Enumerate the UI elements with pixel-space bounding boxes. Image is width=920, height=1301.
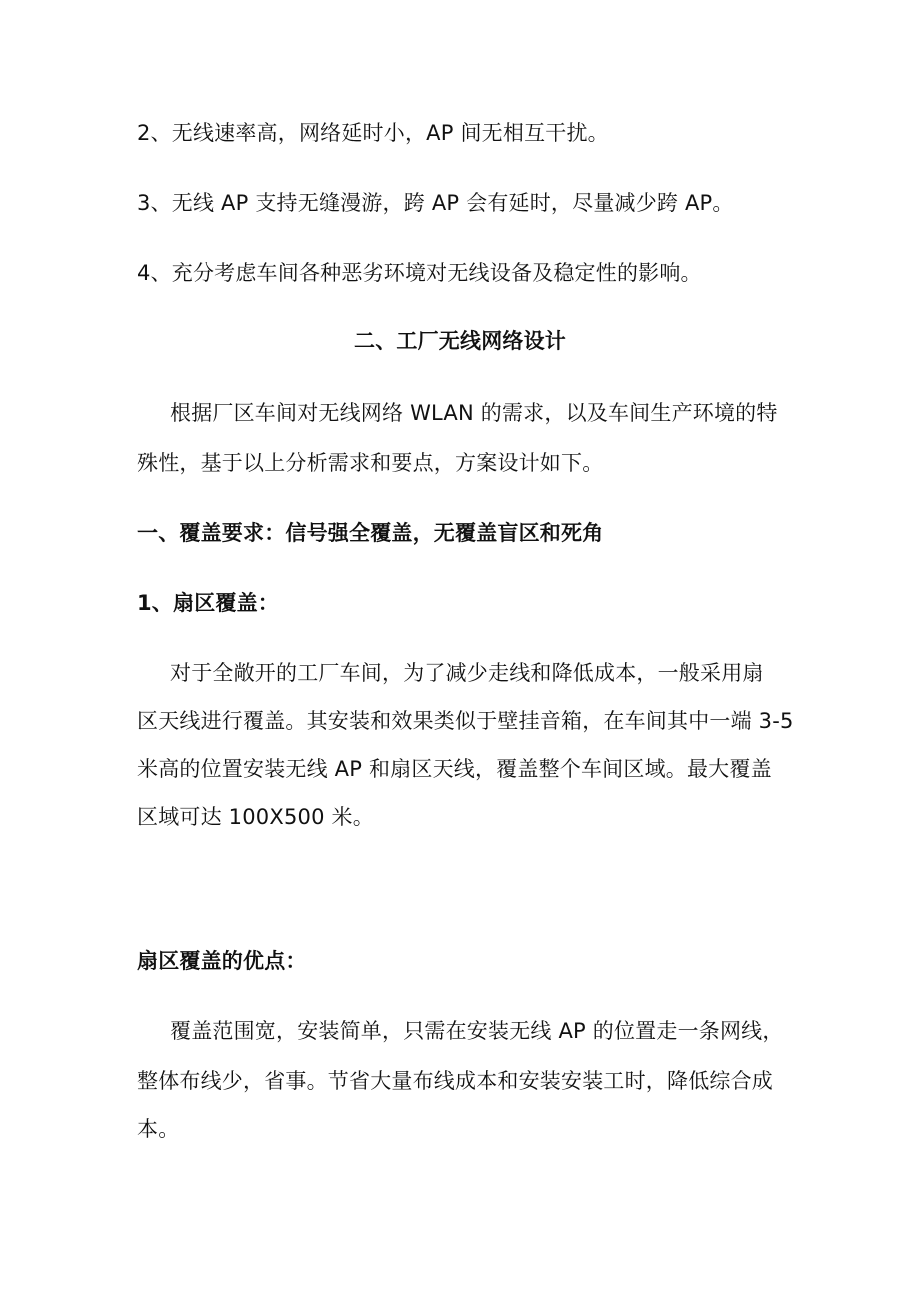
advantages-paragraph-line-1: 覆盖范围宽，安装简单，只需在安装无线 AP 的位置走一条网线， (170, 1019, 784, 1043)
advantages-paragraph-line-3: 本。 (137, 1117, 180, 1141)
intro-paragraph-line-1: 根据厂区车间对无线网络 WLAN 的需求，以及车间生产环境的特 (170, 401, 778, 425)
list-item-4: 4、充分考虑车间各种恶劣环境对无线设备及稳定性的影响。 (137, 261, 702, 285)
sector-paragraph-line-4: 区域可达 100X500 米。 (137, 805, 374, 829)
section-heading: 二、工厂无线网络设计 (354, 329, 566, 353)
advantages-heading: 扇区覆盖的优点： (137, 949, 307, 973)
list-item-2: 2、无线速率高，网络延时小，AP 间无相互干扰。 (137, 121, 609, 145)
sector-coverage-heading: 1、扇区覆盖： (137, 591, 280, 615)
sector-paragraph-line-3: 米高的位置安装无线 AP 和扇区天线，覆盖整个车间区域。最大覆盖 (137, 757, 772, 781)
intro-paragraph-line-2: 殊性，基于以上分析需求和要点，方案设计如下。 (137, 451, 604, 475)
sector-paragraph-line-2: 区天线进行覆盖。其安装和效果类似于壁挂音箱，在车间其中一端 3-5 (137, 709, 794, 733)
advantages-paragraph-line-2: 整体布线少，省事。节省大量布线成本和安装安装工时，降低综合成 (137, 1069, 773, 1093)
coverage-requirement-heading: 一、覆盖要求：信号强全覆盖，无覆盖盲区和死角 (137, 521, 604, 545)
sector-paragraph-line-1: 对于全敞开的工厂车间，为了减少走线和降低成本，一般采用扇 (170, 661, 764, 685)
list-item-3: 3、无线 AP 支持无缝漫游，跨 AP 会有延时，尽量减少跨 AP。 (137, 191, 734, 215)
